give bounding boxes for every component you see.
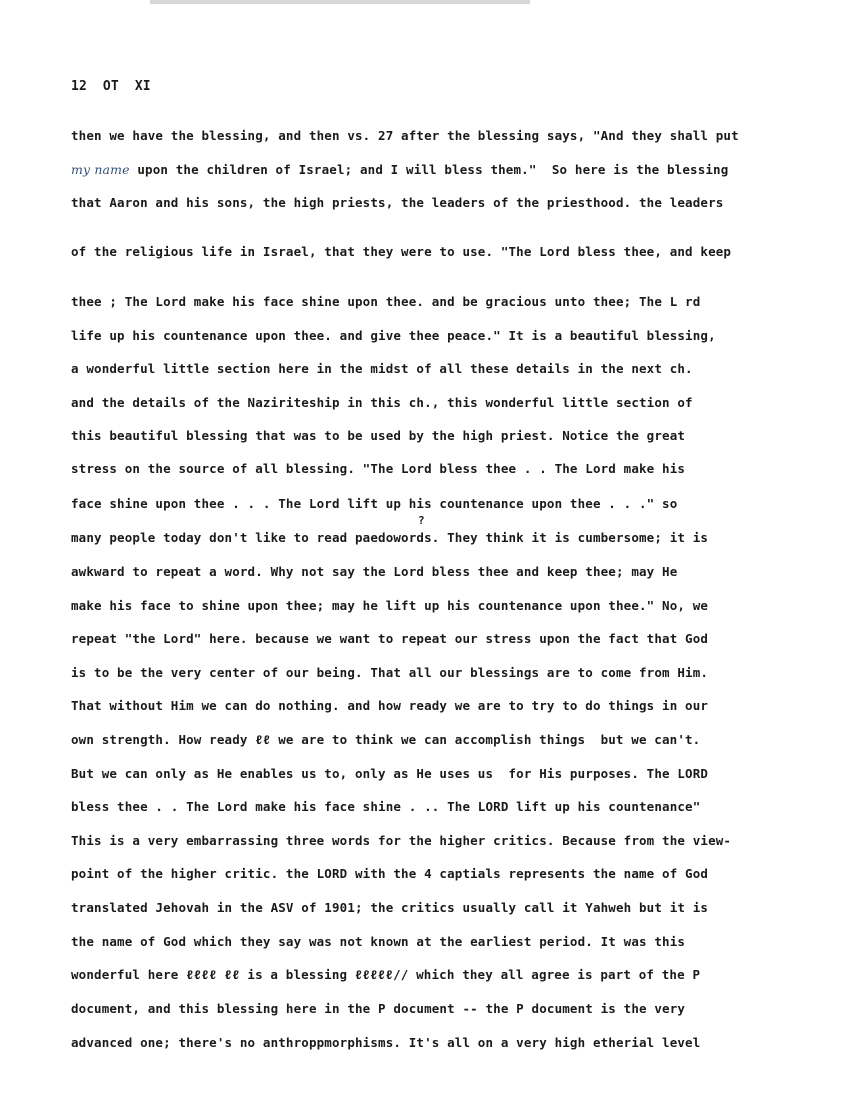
text-line-10: stress on the source of all blessing. "The Lord bless thee . . The Lord make his	[71, 461, 686, 476]
text-line-21: This is a very embarrassing three words for the higher critics. Because from the view-	[71, 833, 732, 848]
text-line-16: is to be the very center of our being. That all our blessings are to come from Him.	[71, 665, 709, 680]
text-line-17: That without Him we can do nothing. and how ready we are to try to do things in our	[71, 698, 709, 713]
text-line-8: and the details of the Naziriteship in this ch., this wonderful little section of	[71, 395, 693, 410]
text-line-25: wonderful here ℓℓℓℓ ℓℓ is a blessing ℓℓℓℓℓ// which they all agree is part of the P	[71, 967, 701, 982]
text-line-18: own strength. How ready ℓℓ we are to think we can accomplish things but we can't.	[71, 732, 701, 747]
text-line-2-rest: upon the children of Israel; and I will bless them." So here is the blessing	[129, 162, 729, 177]
text-line-12: many people today don't like to read paedowords. They think it is cumbersome; it is	[71, 530, 709, 545]
handwritten-question-mark: ?	[418, 514, 425, 527]
text-line-26: document, and this blessing here in the P document -- the P document is the very	[71, 1001, 686, 1016]
text-line-9: this beautiful blessing that was to be used by the high priest. Notice the great	[71, 428, 686, 443]
text-line-5: thee ; The Lord make his face shine upon thee. and be gracious unto thee; The L rd	[71, 294, 701, 309]
handwritten-insert: my name	[71, 162, 130, 177]
text-line-23: translated Jehovah in the ASV of 1901; the critics usually call it Yahweh but it is	[71, 900, 709, 915]
text-line-27: advanced one; there's no anthroppmorphisms. It's all on a very high etherial level	[71, 1035, 701, 1050]
text-line-11: face shine upon thee . . . The Lord lift up his countenance upon thee . . ." so	[71, 496, 678, 511]
text-line-7: a wonderful little section here in the midst of all these details in the next ch.	[71, 361, 693, 376]
text-line-3: that Aaron and his sons, the high priests, the leaders of the priesthood. the leaders	[71, 195, 724, 210]
text-line-22: point of the higher critic. the LORD with the 4 captials represents the name of God	[71, 866, 709, 881]
top-scan-artifact	[150, 0, 530, 4]
page-header: 12 OT XI	[71, 79, 151, 94]
text-line-15: repeat "the Lord" here. because we want to repeat our stress upon the fact that God	[71, 631, 709, 646]
text-line-2	[71, 164, 728, 177]
text-line-19: But we can only as He enables us to, only as He uses us for His purposes. The LORD	[71, 766, 709, 781]
text-line-4: of the religious life in Israel, that they were to use. "The Lord bless thee, and keep	[71, 244, 732, 259]
text-line-14: make his face to shine upon thee; may he lift up his countenance upon thee." No, we	[71, 598, 709, 613]
text-line-13: awkward to repeat a word. Why not say the Lord bless thee and keep thee; may He	[71, 564, 678, 579]
text-line-6: life up his countenance upon thee. and give thee peace." It is a beautiful blessing,	[71, 328, 716, 343]
text-line-1: then we have the blessing, and then vs. 27 after the blessing says, "And they shall put	[71, 128, 739, 143]
text-line-20: bless thee . . The Lord make his face shine . .. The LORD lift up his countenance"	[71, 799, 701, 814]
text-line-24: the name of God which they say was not known at the earliest period. It was this	[71, 934, 686, 949]
